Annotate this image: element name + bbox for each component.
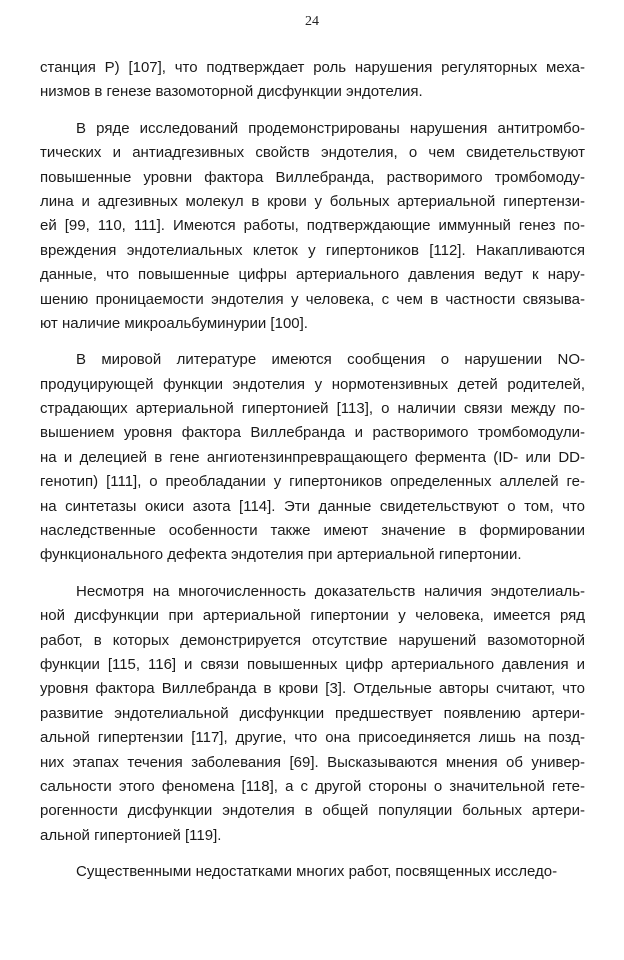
text-line: вышением уровня фактора Виллебранда и растворимого тромбомодули- [40,424,585,442]
text-line: функционального дефекта эндотелия при артериальной гипертонии. [40,546,522,564]
paragraph-gap [40,336,585,348]
text-line: сальности этого феномена [118], а с другой стороны о значительной гете- [40,777,585,795]
paragraph-gap [40,105,585,117]
text-line: данные, что повышенные цифры артериального давления ведут к нару- [40,266,585,284]
text-line: уровня фактора Виллебранда в крови [3]. Отдельные авторы считают, что [40,680,585,698]
text-line: В ряде исследований продемонстрированы нарушения антитромбо- [76,119,585,137]
text-line: шению проницаемости эндотелия у человека, с чем в частности связыва- [40,290,585,308]
text-line: повышенные уровни фактора Виллебранда, растворимого тромбомоду- [40,168,585,186]
text-line: на и делецией в гене ангиотензинпревращающего фермента (ID- или DD- [40,448,585,466]
text-line: функции [115, 116] и связи повышенных цифр артериального давления и [40,655,585,673]
paragraph-gap [40,568,585,580]
text-line: работ, в которых демонстрируется отсутствие нарушений вазомоторной [40,631,585,649]
text-line: них этапах течения заболевания [69]. Высказываются мнения об универ- [40,753,585,771]
text-line: развитие эндотелиальной дисфункции предшествует появлению артери- [40,704,585,722]
body-text [40,56,585,885]
text-line: страдающих артериальной гипертонией [113], о наличии связи между по- [40,400,585,418]
text-line: ей [99, 110, 111]. Имеются работы, подтверждающие иммунный генез по- [40,217,585,235]
text-line: В мировой литературе имеются сообщения о нарушении NO- [76,351,585,369]
text-line: вреждения эндотелиальных клеток у гипертоников [112]. Накапливаются [40,241,585,259]
text-line: на синтетазы окиси азота [114]. Эти данные свидетельствуют о том, что [40,497,585,515]
text-line: низмов в генезе вазомоторной дисфункции эндотелия. [40,83,423,101]
text-line: ной дисфункции при артериальной гипертонии у человека, имеется ряд [40,607,585,625]
page-number: 24 [305,14,319,29]
text-line: генотип) [111], о преобладании у гипертоников определенных аллелей ге- [40,473,585,491]
text-line: альной гипертонией [119]. [40,826,222,844]
paragraph [40,580,585,848]
text-line: тических и антиадгезивных свойств эндотелия, о чем свидетельствуют [40,144,585,162]
text-line: станция P) [107], что подтверждает роль нарушения регуляторных меха- [40,59,585,76]
text-line: альной гипертензии [117], другие, что она присоединяется лишь на позд- [40,729,585,747]
text-line: наследственные особенности также имеют значение в формировании [40,522,585,540]
text-line: рогенности дисфункции эндотелия в общей популяции больных артери- [40,802,585,820]
text-line: лина и адгезивных молекул в крови у больных артериальной гипертензи- [40,192,585,210]
paragraph-gap [40,848,585,860]
text-line: продуцирующей функции эндотелия у нормотензивных детей родителей, [40,375,585,393]
text-line: ют наличие микроальбуминурии [100]. [40,314,308,332]
paragraph [40,117,585,337]
paragraph [40,860,585,884]
paragraph [40,56,585,105]
paragraph [40,348,585,568]
text-line: Несмотря на многочисленность доказательств наличия эндотелиаль- [76,582,585,600]
text-line: Существенными недостатками многих работ, посвященных исследо- [76,863,558,881]
